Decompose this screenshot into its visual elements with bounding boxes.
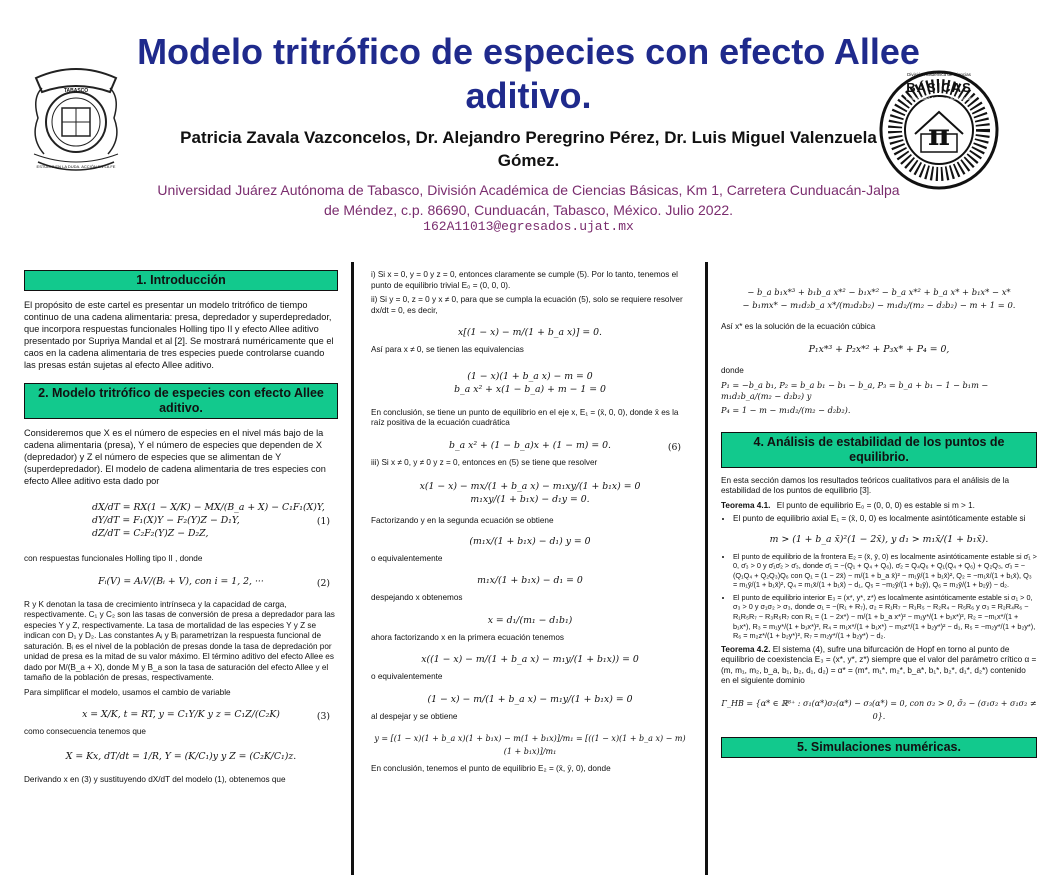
equation-1c: dZ/dT = C₂F₂(Y)Z − D₂Z,: [92, 528, 209, 539]
equation-cubic: P₁x*³ + P₂x*² + P₃x* + P₄ = 0,: [808, 343, 950, 355]
equation-c1: x(1 − x) − mx/(1 + b_a x) − m₁xy/(1 + b₁x) = 0: [419, 481, 641, 492]
theorem-4-1-item-2: • El punto de equilibrio axial E₁ = (x̄, 0, 0) es localmente asintóticamente estable si: [733, 514, 1037, 525]
consequence-text: como consecuencia tenemos que: [24, 727, 146, 736]
equation-a: x[(1 − x) − m/(1 + b_a x)] = 0.: [457, 327, 603, 338]
equation-c: [371, 480, 689, 506]
equation-e: m₁x/(1 + b₁x) − d₁ = 0: [477, 575, 583, 586]
theorem-4-1-label: Teorema 4.1.: [721, 500, 771, 510]
conclusion-1-text: En conclusión, se tiene un punto de equilibrio en el eje x, E₁ = (x̄, 0, 0), donde x̄ es la raíz positiva de la ecuación cuadrática: [371, 407, 679, 427]
poster-authors: Patricia Zavala Vazconcelos, Dr. Alejandro Peregrino Pérez, Dr. Luis Miguel Valenzuela Gómez.: [180, 128, 877, 170]
case-i-text: i) Si x = 0, y = 0 y z = 0, entonces claramente se cumple (5). Por lo tanto, tenemos el punto de equilibrio trivial E₀ = (0, 0, 0).: [371, 270, 678, 290]
case-iii-text: iii) Si x ≠ 0, y ≠ 0 y z = 0, entonces en (5) se tiene que resolver: [371, 457, 598, 467]
section-model-title: 2. Modelo tritrófico de especies con efecto Allee aditivo.: [24, 383, 338, 419]
equation-b: [371, 370, 689, 396]
equation-top: [721, 286, 1037, 312]
equation-6-body: b_a x² + (1 − b_a)x + (1 − m) = 0.: [449, 439, 611, 451]
theorem-4-2: [721, 645, 1037, 687]
ciencias-basicas-seal: [877, 68, 1001, 192]
seal-pi-symbol: π: [928, 118, 950, 153]
equation-4: X = Kx, dT/dt = 1/R, Y = (K/C₁)y y Z = (C₂K/C₁)z.: [65, 750, 297, 762]
equation-top-2: − b₁mx* − m₁d₂b_a x*/(m₂d₂b₂) − m₁d₂/(m₂ − d₂b₂) − m + 1 = 0.: [742, 300, 1016, 310]
shield-motto: ESTUDIO EN LA DUDA. ACCIÓN EN LA FE: [36, 164, 116, 169]
section-stability-title: 4. Análisis de estabilidad de los puntos de equilibrio.: [721, 432, 1037, 468]
stability-intro: En esta sección damos los resultados teóricos cualitativos para el análisis de la estabilidad de los puntos de equilibrio [3].: [721, 475, 1010, 495]
column-separator-1: [351, 262, 354, 875]
poster-affiliation: Universidad Juárez Autónoma de Tabasco, División Académica de Ciencias Básicas, Km 1, Carretera Cunduacán-Jalpa de Méndez, c.p. 86690, Cunduacán, Tabasco, México. Julio 2022.: [157, 182, 900, 218]
column-3: [721, 262, 1037, 875]
theorem-4-1-list-rest: [721, 514, 1037, 525]
section-introduction-title: 1. Introducción: [24, 270, 338, 291]
poster-header: [0, 0, 1057, 245]
equation-1-number: (1): [316, 516, 330, 527]
theorem-4-1-item-4: • El punto de equilibrio interior E₃ = (x*, y*, z*) es localmente asintóticamente estable si σ₁ > 0, σ₃ > 0 y σ₁σ₂ > σ₃, donde σ₁ = −(R₁ + R₇), σ₂ = R₁R₇ − R₁R₅ − R₂R₄ − R₅R₆ y σ₃ = R₂R₄R₆ − R₁R₅R₇ − R₃R₅R₇ con R₁ = (1 − 2x*) − m/(1 + b_a x*)² − m₁y*/(1 + b₁x*)², R₂ = −m₁x*/(1 + b₁x*), R₃ = m₁y*/(1 + b₁x*)², R₄ = m₁x*/(1 + b₁x*) − m₂z*/(1 + b₂y*)² − d₁, R₅ = −m₂y*/(1 + b₂y*), R₆ = m₂z*/(1 + b₂y*)², R₇ = m₂y*/(1 + b₂y*) − d₂.: [733, 593, 1037, 641]
equation-2: [24, 575, 338, 588]
equation-3: [24, 708, 338, 721]
p-definitions-2: P₄ = 1 − m − m₁d₂/(m₂ − d₂b₂).: [721, 405, 851, 415]
ujat-shield-logo: [28, 58, 124, 184]
holling-intro: con respuestas funcionales Holling tipo II , donde: [24, 554, 203, 563]
equation-6-number: (6): [667, 441, 681, 453]
model-intro-text: Consideremos que X es el número de especies en el nivel más bajo de la cadena alimentaria (presa), Y el número de especies que dependen de X (depredador) y Z el número de especies que se alimentan de Y (superdepredador). El modelo de cadena alimentaria de tres especies con efecto Allee aditivo esta dado por: [24, 428, 326, 486]
equivalently-1: o equivalentemente: [371, 553, 443, 563]
equation-3-body: x = X/K, t = RT, y = C₁Y/K y z = C₁Z/(C₂K): [82, 709, 280, 720]
case-ii-text: ii) Si y = 0, z = 0 y x ≠ 0, para que se cumpla la ecuación (5), solo se requiere resolver dx/dt = 0, es decir,: [371, 295, 683, 315]
theorem-4-1-list-2: [721, 552, 1037, 641]
seal-ring-text: Universidad Juárez Autónoma de Tabasco: [905, 96, 973, 106]
factor-y-text: Factorizando y en la segunda ecuación se obtiene: [371, 516, 554, 525]
introduction-text: El propósito de este cartel es presentar un modelo tritrófico de tiempo continuo de una cadena alimentaria: presa, depredador y superdepredador, que incorpora respuestas funcionales Holling tipo II y efecto Allee aditivo presentado por Supriya Mandal et al [2]. Se mostrará numéricamente que el caos en la cadena alimentaria de tres especies puede controlarse cuando las presas están sujetas al efecto Allee aditivo.: [24, 300, 334, 370]
equation-g: x((1 − x) − m/(1 + b_a x) − m₁y/(1 + b₁x)) = 0: [421, 654, 639, 665]
equation-f: x = d₁/(m₁ − d₁b₁): [487, 614, 573, 626]
theorem-4-1-item-3: • El punto de equilibrio de la frontera E₂ = (x̄, ȳ, 0) es localmente asintóticamente estable si σ̄₁ > 0, σ̄₃ > 0 y σ̄₁σ̄₂ > σ̄₃, donde σ̄₁ = −(Q₁ + Q₄ + Q₆), σ̄₂ = Q₄Q₆ + Q₁(Q₄ + Q₆) + Q₂Q₃, σ̄₃ = −(Q₁Q₄ + Q₂Q₃)Q₆ con Q₁ = (1 − 2x̄) − m/(1 + b_a x̄)² − m₁ȳ/(1 + b₁x̄)², Q₂ = −m₁x̄/(1 + b₁x̄), Q₃ = m₁ȳ/(1 + b₁x̄)², Q₄ = m₁x̄/(1 + b₁x̄) − d₁, Q₅ = −m₂ȳ/(1 + b₂ȳ), Q₆ = m₂ȳ/(1 + b₂ȳ) − d₂.: [733, 552, 1037, 590]
seal-top-text: División Académica de Ciencias: [907, 72, 971, 77]
equivalently-2: o equivalentemente: [371, 672, 443, 681]
column-1: [24, 262, 338, 875]
equation-h: (1 − x) − m/(1 + b_a x) − m₁y/(1 + b₁x) = 0: [427, 693, 633, 705]
seal-name: BÁSICAS: [906, 80, 972, 95]
equation-top-1: − b_a b₁x*³ + b₁b_a x*² − b₁x*² − b_a x*² + b_a x* + b₁x* − x*: [747, 287, 1011, 297]
equation-b2: b_a x² + x(1 − b_a) + m − 1 = 0: [454, 383, 606, 395]
equation-6: [371, 439, 689, 452]
equation-stability-condition: m > (1 + b_a x̄)²(1 − 2x̄), y d₁ > m₁x̄/(1 + b₁x̄).: [769, 533, 989, 545]
theorem-4-2-text: El sistema (4), sufre una bifurcación de Hopf en torno al punto de equilibrio de coexistencia E₃ = (x*, y*, z*) siempre que el valor del parámetro crítico α = (m, m₁, m₂, b_a, b₁, b₂, d₁, d₂) = α* = (m*, m₁*, m₂*, b_a*, b₁*, b₂*, d₁*, d₂*) contenido en el siguiente dominio: [721, 644, 1037, 686]
equation-i: y = [(1 − x)(1 + b_a x)(1 + b₁x) − m(1 + b₁x)]/m₁ = [((1 − x)(1 + b_a x) − m)(1 + b₁x)]/m₁: [374, 734, 686, 756]
equation-2-number: (2): [316, 577, 330, 589]
theorem-4-1-item-1: El punto de equilibrio E₀ = (0, 0, 0) es estable si m > 1.: [776, 500, 975, 510]
deriving-text: Derivando x en (3) y sustituyendo dX/dT del modelo (1), obtenemos que: [24, 774, 286, 784]
equivalences-intro: Así para x ≠ 0, se tienen las equivalencias: [371, 345, 524, 354]
parameters-text: R y K denotan la tasa de crecimiento intrínseca y la capacidad de carga, respectivamente. C₁ y C₂ son las tasas de conversión de presa a depredador para las especies Y y Z, respectivamente. La tasa de mortalidad de las especies Y y Z se indican con D₁ y D₂. Las constantes Aᵢ y Bᵢ parametrizan la respuesta funcional de saturación. Bᵢ es el nivel de la población de presas donde la tasa de depredación por unidad de presa es la mitad de su valor máximo. El término aditivo del efecto Allee es dado por M/(B_a + X), donde M y B_a son la tasa de saturación del efecto Allee y el tamaño de la población de presas, respectivamente.: [24, 599, 335, 682]
theorem-4-2-label: Teorema 4.2.: [721, 644, 771, 654]
factor-x-text: ahora factorizando x en la primera ecuación tenemos: [371, 632, 564, 642]
equation-1: [24, 501, 338, 540]
poster-title: Modelo tritrófico de especies con efecto Allee aditivo.: [137, 31, 920, 116]
shield-ring-text: TABASCO: [63, 88, 89, 94]
section-simulations-title: 5. Simulaciones numéricas.: [721, 737, 1037, 758]
equation-3-number: (3): [316, 711, 330, 722]
equation-c2: m₁xy/(1 + b₁x) − d₁y = 0.: [470, 494, 590, 505]
equation-1a: dX/dT = RX(1 − X/K) − MX/(B_a + X) − C₁F₁(X)Y,: [92, 502, 325, 513]
conclusion-2-text: En conclusión, tenemos el punto de equilibrio E₂ = (x̄, ȳ, 0), donde: [371, 764, 611, 773]
solve-x-text: despejando x obtenemos: [371, 593, 463, 602]
where-text: donde: [721, 365, 744, 375]
theorem-4-1: [721, 501, 1037, 525]
theorem-4-1-list: [773, 501, 975, 510]
equation-hopf-domain: Γ_HB = {α* ∈ ℝ⁸⁺ : σ₁(α*)σ₂(α*) − σ₃(α*) = 0, con σ₂ > 0, σ̄₃ − (σ₁σ₂ + σ₁σ₂ ≠ 0}.: [721, 698, 1037, 721]
p-definitions-1: P₁ = −b_a b₁, P₂ = b_a b₁ − b₁ − b_a, P₃ = b_a + b₁ − 1 − b₁m − m₁d₂b_a/(m₂ − d₂b₂) y: [721, 380, 989, 401]
equation-1b: dY/dT = F₁(X)Y − F₂(Y)Z − D₁Y,: [92, 515, 240, 526]
equation-d: (m₁x/(1 + b₁x) − d₁) y = 0: [469, 535, 591, 547]
column-separator-2: [705, 262, 708, 875]
column-2: [371, 262, 689, 875]
cubic-intro: Así x* es la solución de la ecuación cúbica: [721, 322, 876, 331]
poster-email[interactable]: 162A11013@egresados.ujat.mx: [423, 219, 634, 234]
change-of-variable-text: Para simplificar el modelo, usamos el cambio de variable: [24, 687, 231, 697]
solve-y-text: al despejar y se obtiene: [371, 711, 458, 721]
equation-2-body: Fᵢ(V) = AᵢV/(Bᵢ + V), con i = 1, 2, ···: [98, 575, 264, 587]
equation-b1: (1 − x)(1 + b_a x) − m = 0: [467, 370, 593, 382]
